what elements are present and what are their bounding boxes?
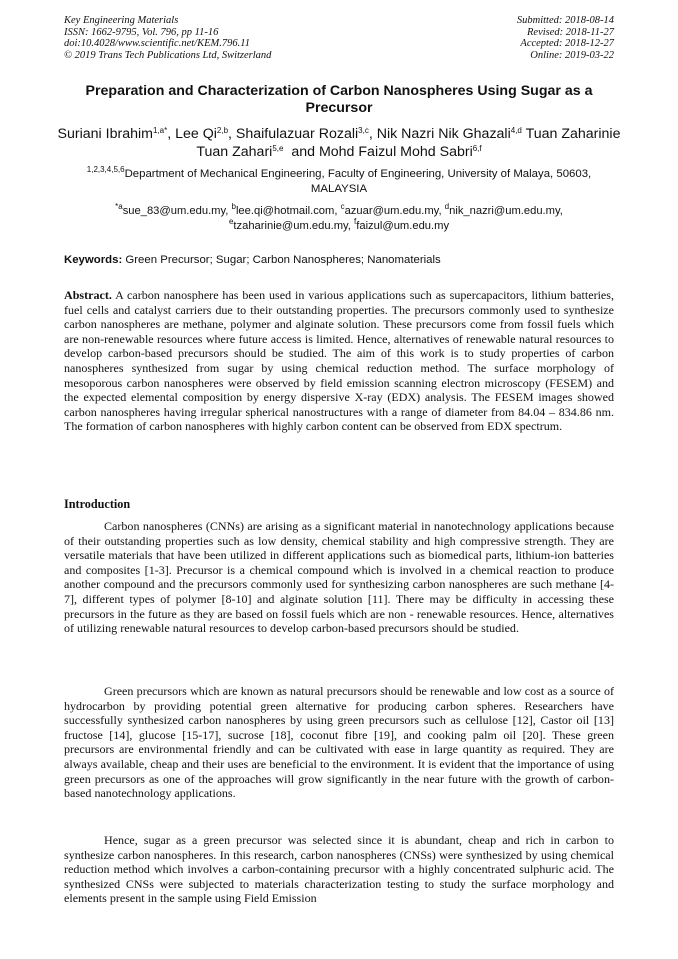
author-affil-sup: 1,a* <box>152 126 168 135</box>
revised-date: Revised: 2018-11-27 <box>527 26 614 38</box>
keywords-text: Green Precursor; Sugar; Carbon Nanospheres; Nanomaterials <box>125 254 441 266</box>
copyright-line: © 2019 Trans Tech Publications Ltd, Switzerland <box>64 49 272 61</box>
issn-line: ISSN: 1662-9795, Vol. 796, pp 11-16 <box>64 26 219 38</box>
intro-paragraph: Green precursors which are known as natural precursors should be renewable and low cost as a source of hydrocarbon by providing potential green alternative for producing carbon spheres. Researchers have successfully synthesized carbon nanospheres by using green precursors such as cellulose [12], Castor oil [13] fructose [14], glucose [15-17], sucrose [18], coconut fibre [19], and cooking palm oil [20]. These green precursors are environmental friendly and can be cultivated with ease in large quantity as required. They are always available, cheap and their uses are beneficial to the environment. It is evident that the importance of using green precursors as one of the approaches will grow significantly in the near future with the growth of carbon-based nanotechnology applications. <box>64 684 614 801</box>
intro-paragraph: Hence, sugar as a green precursor was selected since it is abundant, cheap and rich in carbon to synthesize carbon nanospheres. In this research, carbon nanospheres (CNSs) were synthesized by using chemical reduction method which involves a carbon-containing precursor with a highly concentrated sulphuric acid. The synthesized CNSs were subjected to materials characterization testing to study the surface morphology and elements present in the sample using Field Emission <box>64 833 614 906</box>
author-separator: , <box>228 126 236 142</box>
email-sup: e <box>228 217 234 226</box>
author-name: Shaifulazuar Rozali <box>235 126 359 142</box>
email-separator: , <box>225 205 232 217</box>
author-name: Tuan Zaharinie Tuan Zahari <box>196 126 621 160</box>
affiliation-text: Department of Mechanical Engineering, Faculty of Engineering, University of Malaya, 50603, MALAYSIA <box>124 168 592 195</box>
affiliation <box>64 167 614 197</box>
author-name: Suriani Ibrahim <box>57 126 153 142</box>
author-affil-sup: 4,d <box>510 126 522 135</box>
paper-title: Preparation and Characterization of Carbon Nanospheres Using Sugar as a Precursor <box>85 83 593 116</box>
email-separator: , <box>438 205 445 217</box>
email-sup: d <box>444 202 450 211</box>
author-name: Mohd Faizul Mohd Sabri <box>318 144 473 160</box>
email-address[interactable]: azuar@um.edu.my <box>344 205 439 217</box>
email-separator: , <box>559 205 563 217</box>
header-right <box>517 15 614 61</box>
email-sup: c <box>340 202 345 211</box>
author-separator: , <box>167 126 176 142</box>
email-sup: f <box>354 217 357 226</box>
email-address[interactable]: nik_nazri@um.edu.my <box>449 205 560 217</box>
email-sup: *a <box>115 202 123 211</box>
intro-paragraph: Carbon nanospheres (CNNs) are arising as a significant material in nanotechnology applications because of their outstanding properties such as low density, chemical stability and high compressive strength. They are versatile materials that have been utilized in different applications such as biomedical parts, lithium-ion batteries and composites [1-3]. Precursor is a chemical compound which is involved in a chemical reaction to produce another compound and the precursors commonly used for synthesizing carbon nanospheres are such methane [4-7], different types of polymer [8-10] and alginate solution [11]. There may be difficulty in accessing these precursors in the future as they are based on fossil fuels which are non - renewable resources. Hence, alternatives of utilizing renewable natural resources to develop carbon-based precursors should be studied. <box>64 519 614 636</box>
author-list <box>50 125 628 161</box>
author-name: Nik Nazri Nik Ghazali <box>376 126 511 142</box>
email-address[interactable]: lee.qi@hotmail.com <box>235 205 335 217</box>
header-left <box>64 15 271 61</box>
author-affil-sup: 2,b <box>216 126 229 135</box>
email-address[interactable]: tzaharinie@um.edu.my <box>233 220 348 232</box>
author-separator: and <box>283 144 319 160</box>
abstract-label: Abstract. <box>64 288 112 302</box>
abstract <box>64 288 614 434</box>
doi-line: doi:10.4028/www.scientific.net/KEM.796.11 <box>64 38 250 50</box>
email-address[interactable]: faizul@um.edu.my <box>356 220 450 232</box>
author-name: Lee Qi <box>175 126 217 142</box>
author-affil-sup: 3,c <box>358 126 369 135</box>
keywords <box>64 253 614 268</box>
email-address[interactable]: sue_83@um.edu.my <box>122 205 226 217</box>
accepted-date: Accepted: 2018-12-27 <box>520 38 614 50</box>
abstract-text: A carbon nanosphere has been used in various applications such as supercapacitors, lithium batteries, fuel cells and catalyst carriers due to their outstanding properties. The precursors commonly used to synthesize carbon nanospheres are methane, polymer and alginate solution. These precursors come from fossil fuels which are non-renewable resources where future access is limited. Hence, alternatives of renewable natural resources to develop carbon-based precursors should be studied. The aim of this work is to study properties of carbon nanospheres synthesized from sugar by using chemical reduction method. The surface morphology of mesoporous carbon nanospheres were observed by field emission scanning electron microscopy (FESEM) and the expected elemental composition by energy dispersive X-ray (EDX) analysis. The FESEM images showed carbon nanospheres having irregular spherical nanostructures with a range of diameter from 84.04 – 834.86 nm. The formation of carbon nanospheres with highly carbon content can be observed from EDX spectrum. <box>64 288 614 434</box>
email-sup: b <box>231 202 236 211</box>
section-heading-introduction: Introduction <box>64 497 131 511</box>
email-separator: , <box>347 220 354 232</box>
submitted-date: Submitted: 2018-08-14 <box>516 15 614 26</box>
journal-name: Key Engineering Materials <box>64 15 179 26</box>
email-separator: , <box>334 205 341 217</box>
email-list <box>64 204 614 234</box>
author-separator: , <box>368 126 377 142</box>
author-affil-sup: 5,e <box>272 144 284 153</box>
keywords-label: Keywords: <box>64 254 123 266</box>
author-affil-sup: 6,f <box>472 144 482 153</box>
affiliation-sup: 1,2,3,4,5,6 <box>86 165 125 174</box>
online-date: Online: 2019-03-22 <box>530 49 614 61</box>
